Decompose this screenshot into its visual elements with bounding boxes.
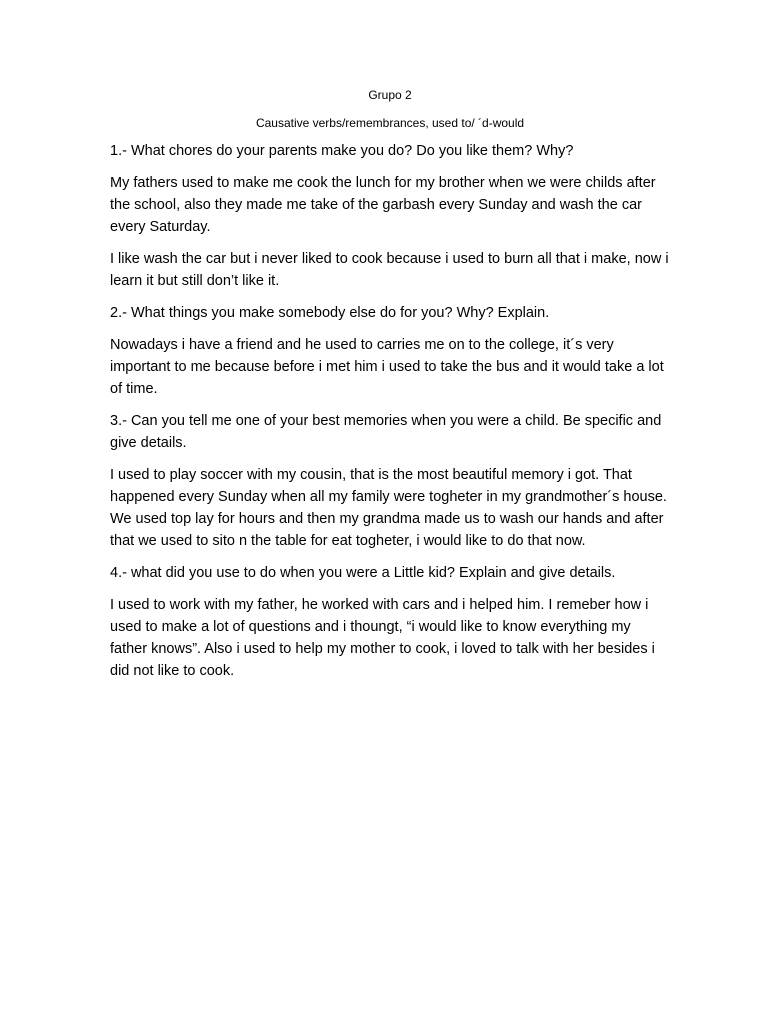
answer-2: Nowadays i have a friend and he used to carries me on to the college, it´s very important to me because before i met him i used to take the bus and it would take a lot of time. <box>110 337 664 397</box>
answer-1-paragraph-2: I like wash the car but i never liked to cook because i used to burn all that i make, now i learn it but still don’t like it. <box>110 251 669 289</box>
answer-3: I used to play soccer with my cousin, that is the most beautiful memory i got. That happened every Sunday when all my family were togheter in my grandmother´s house. We used top lay for hours and then my grandma made us to wash our hands and after that we used to sito n the table for eat togheter, i would like to do that now. <box>110 467 667 549</box>
document-page <box>110 88 670 692</box>
group-title: Grupo 2 <box>368 88 412 102</box>
question-4: 4.- what did you use to do when you were a Little kid? Explain and give details. <box>110 565 616 581</box>
question-3: 3.- Can you tell me one of your best memories when you were a child. Be specific and give details. <box>110 413 662 451</box>
answer-1-paragraph-1: My fathers used to make me cook the lunch for my brother when we were childs after the school, also they made me take of the garbash every Sunday and wash the car every Saturday. <box>110 175 656 235</box>
document-subtitle: Causative verbs/remembrances, used to/ ´d-would <box>255 116 525 130</box>
question-2: 2.- What things you make somebody else do for you? Why? Explain. <box>110 305 550 321</box>
answer-4: I used to work with my father, he worked with cars and i helped him. I remeber how i used to make a lot of questions and i thoungt, “i would like to know everything my father knows”. Also i used to help my mother to cook, i loved to talk with her besides i did not like to cook. <box>110 597 655 679</box>
question-1: 1.- What chores do your parents make you do? Do you like them? Why? <box>110 143 574 159</box>
